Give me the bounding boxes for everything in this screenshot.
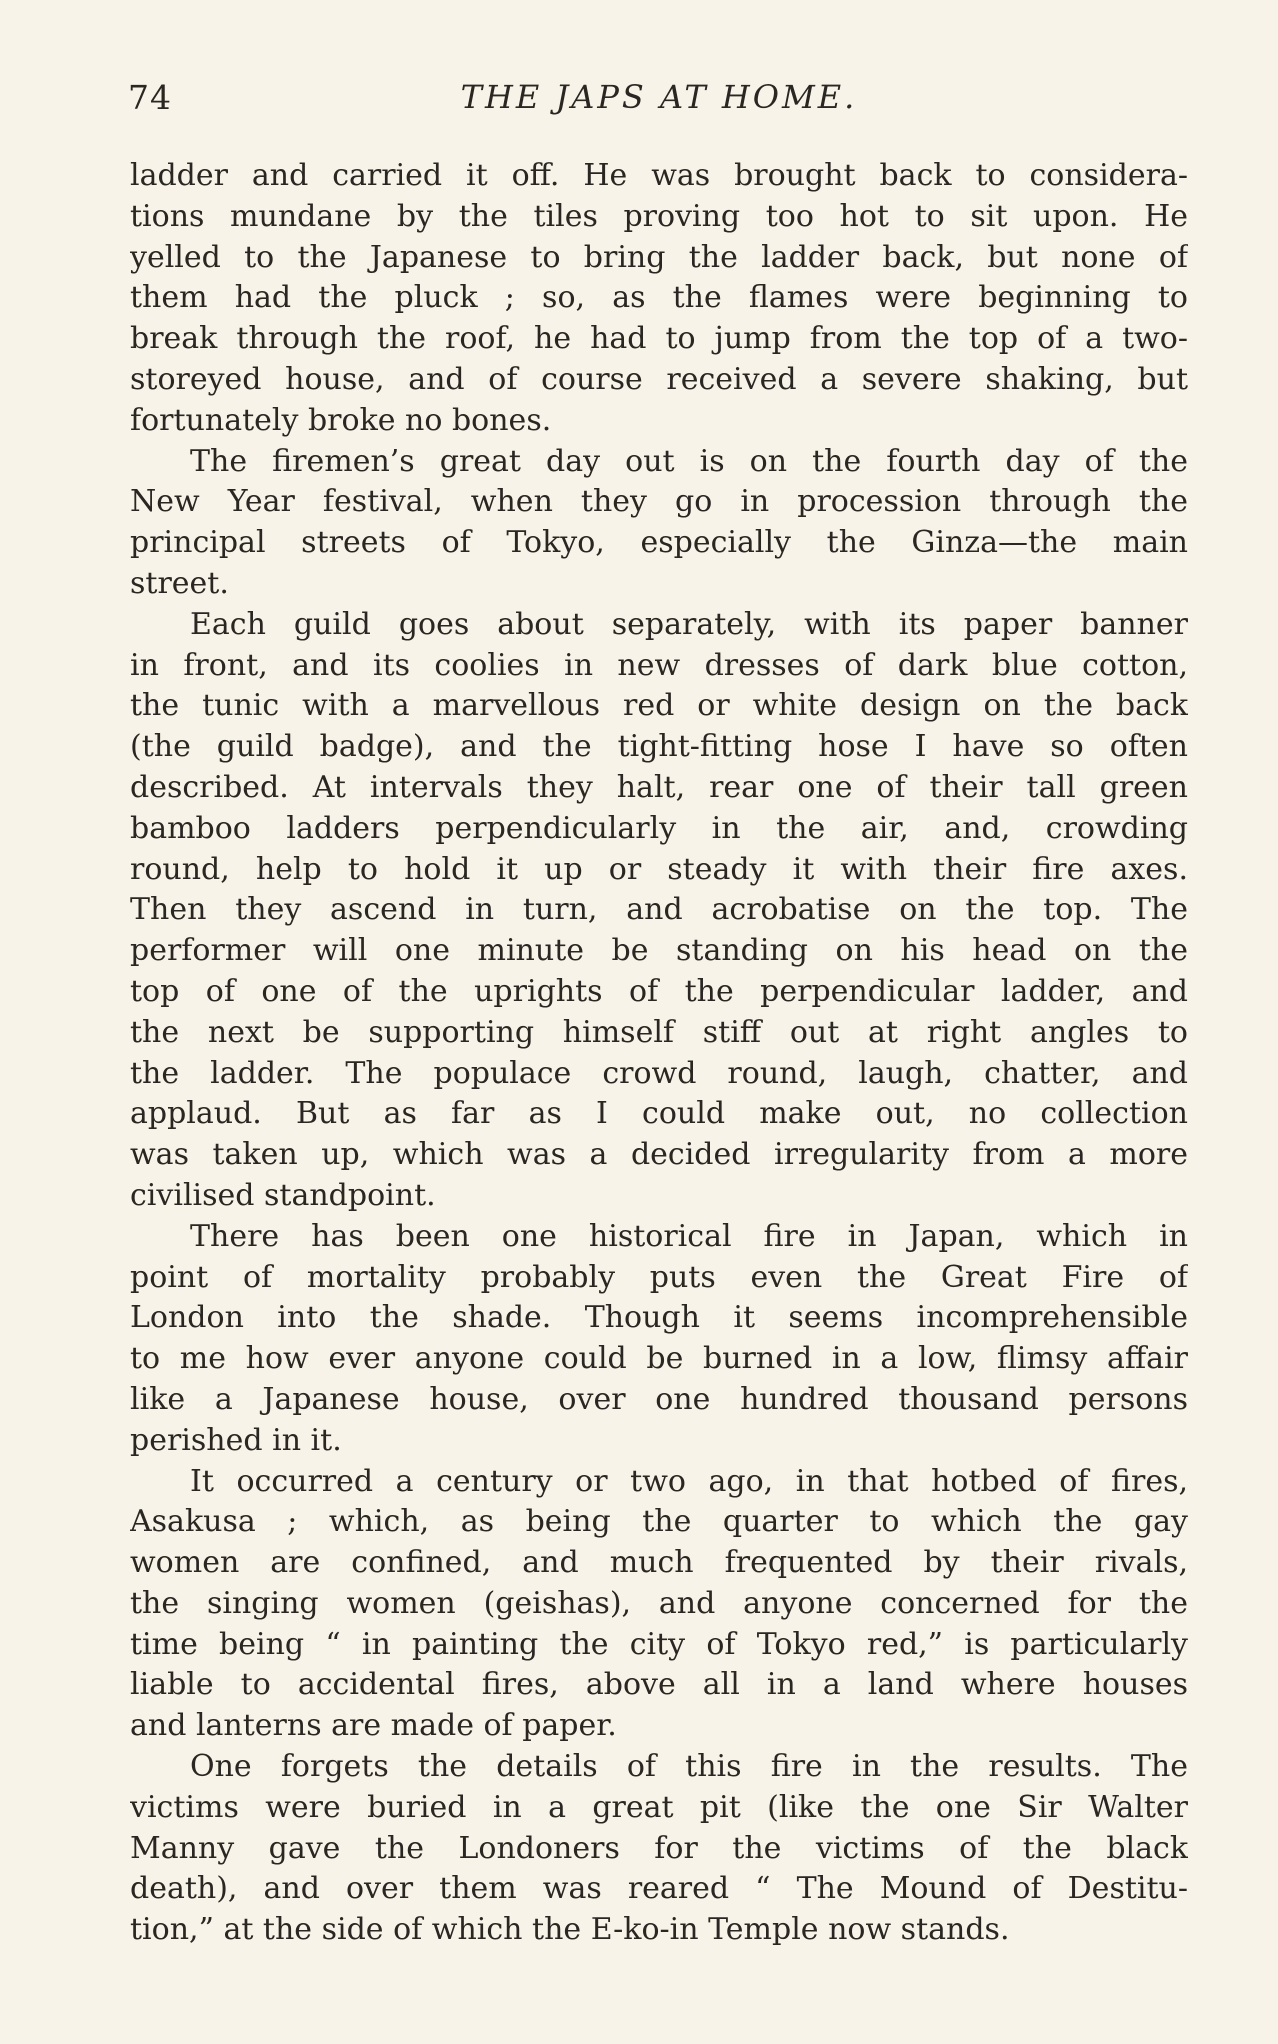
text-line: One forgets the details of this fire in the results. The: [190, 1749, 1188, 1785]
text-line: death), and over them was reared “ The Mound of Destitu-: [130, 1871, 1188, 1907]
paragraph: [130, 156, 1188, 442]
text-line: women are confined, and much frequented by their rivals,: [130, 1545, 1188, 1581]
text-line: bamboo ladders perpendicularly in the air, and, crowding: [130, 810, 1188, 846]
text-line: Each guild goes about separately, with its paper banner: [190, 606, 1188, 642]
running-title: THE JAPS AT HOME.: [460, 78, 858, 116]
text-line: performer will one minute be standing on his head on the: [130, 933, 1188, 969]
paragraph: [130, 1747, 1188, 1951]
text-line: the singing women (geishas), and anyone concerned for the: [130, 1585, 1188, 1621]
paragraph: [130, 1217, 1188, 1462]
text-line: applaud. But as far as I could make out, no collection: [130, 1096, 1188, 1132]
text-line: principal streets of Tokyo, especially the Ginza—the main: [130, 525, 1188, 561]
page-number: 74: [128, 78, 172, 117]
text-line: point of mortality probably puts even the Great Fire of: [130, 1259, 1188, 1295]
text-line: was taken up, which was a decided irregularity from a more: [130, 1137, 1188, 1173]
text-line: to me how ever anyone could be burned in a low, flimsy affair: [130, 1341, 1188, 1377]
text-line: liable to accidental fires, above all in a land where houses: [130, 1667, 1188, 1703]
text-line: storeyed house, and of course received a severe shaking, but: [130, 361, 1188, 397]
text-line: perished in it.: [130, 1422, 342, 1458]
text-line: civilised standpoint.: [130, 1177, 436, 1213]
text-line: Then they ascend in turn, and acrobatise on the top. The: [130, 892, 1188, 928]
text-line: the tunic with a marvellous red or white design on the back: [130, 688, 1188, 724]
text-line: London into the shade. Though it seems incomprehensible: [130, 1300, 1188, 1336]
text-line: victims were buried in a great pit (like the one Sir Walter: [130, 1789, 1188, 1825]
text-line: described. At intervals they halt, rear one of their tall green: [130, 769, 1188, 805]
text-line: The firemen’s great day out is on the fourth day of the: [190, 443, 1188, 479]
text-line: the next be supporting himself stiff out at right angles to: [130, 1014, 1188, 1050]
page-header: [128, 78, 1190, 128]
text-line: yelled to the Japanese to bring the ladder back, but none of: [130, 239, 1188, 275]
text-line: Manny gave the Londoners for the victims of the black: [130, 1830, 1188, 1866]
text-line: round, help to hold it up or steady it with their fire axes.: [130, 851, 1188, 887]
text-line: time being “ in painting the city of Tokyo red,” is particularly: [130, 1626, 1188, 1662]
text-line: the ladder. The populace crowd round, laugh, chatter, and: [130, 1055, 1188, 1091]
text-line: street.: [130, 565, 229, 601]
text-line: ladder and carried it off. He was brought back to considera-: [130, 158, 1188, 193]
body-text: [130, 156, 1188, 1951]
text-line: tions mundane by the tiles proving too hot to sit upon. He: [130, 198, 1188, 234]
text-line: tion,” at the side of which the E-ko-in Temple now stands.: [130, 1912, 1010, 1948]
text-line: break through the roof, he had to jump from the top of a two-: [130, 321, 1188, 357]
text-line: and lanterns are made of paper.: [130, 1708, 617, 1744]
text-line: Asakusa ; which, as being the quarter to which the gay: [130, 1504, 1188, 1540]
paragraph: [130, 442, 1188, 605]
paragraph: [130, 605, 1188, 1217]
text-line: fortunately broke no bones.: [130, 402, 552, 438]
text-line: There has been one historical fire in Japan, which in: [190, 1218, 1188, 1254]
text-line: like a Japanese house, over one hundred thousand persons: [130, 1381, 1188, 1417]
text-line: in front, and its coolies in new dresses of dark blue cotton,: [130, 647, 1188, 683]
text-line: New Year festival, when they go in procession through the: [130, 484, 1188, 520]
text-line: them had the pluck ; so, as the flames were beginning to: [130, 280, 1188, 316]
text-line: (the guild badge), and the tight-fitting hose I have so often: [130, 729, 1188, 765]
paragraph: [130, 1462, 1188, 1748]
text-line: It occurred a century or two ago, in that hotbed of fires,: [190, 1463, 1188, 1499]
text-line: top of one of the uprights of the perpendicular ladder, and: [130, 973, 1188, 1009]
